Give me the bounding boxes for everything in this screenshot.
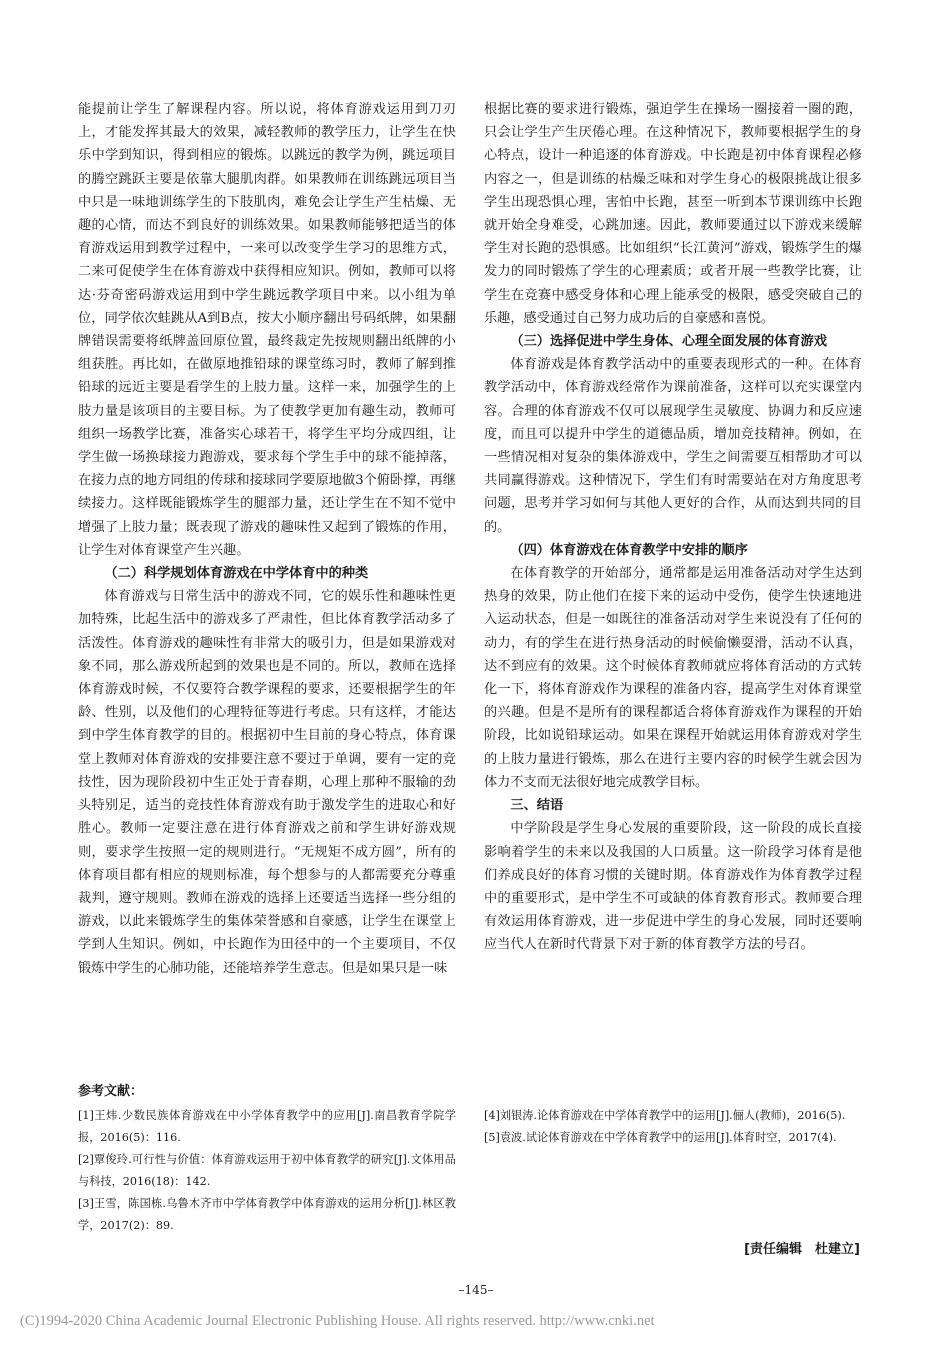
references-right [484, 1105, 862, 1149]
copyright-footer: (C)1994-2020 China Academic Journal Electronic Publishing House. All rights reserved. http://www.cnki.net [20, 1313, 655, 1329]
right-column [484, 98, 862, 957]
body-paragraph: 能提前让学生了解课程内容。所以说，将体育游戏运用到刀刃上，才能发挥其最大的效果，减轻教师的教学压力，让学生在快乐中学到知识，得到相应的锻炼。以跳远的教学为例，跳远项目的腾空跳跃主要是依靠大腿肌肉群。如果教师在训练跳远项目当中只是一味地训练学生的下肢肌肉，难免会让学生产生枯燥、无趣的心情，而达不到良好的训练效果。如果教师能够把适当的体育游戏运用到教学过程中，一来可以改变学生学习的思维方式，二来可促使学生在体育游戏中获得相应知识。例如，教师可以将达·芬奇密码游戏运用到中学生跳远教学项目中来。以小组为单位，同学依次蛙跳从A到B点，按大小顺序翻出号码纸牌，如果翻牌错误需要将纸牌盖回原位置，最终裁定先按规则翻出纸牌的小组获胜。再比如，在做原地推铅球的课堂练习时，教师了解到推铅球的远近主要是看学生的上肢力量。这样一来，加强学生的上肢力量是该项目的主要目标。为了使教学更加有趣生动，教师可组织一场教学比赛，准备实心球若干，将学生平均分成四组，让学生做一场换球接力跑游戏，要求每个学生手中的球不能掉落，在接力点的地方同组的传球和接球同学要原地做3个俯卧撑，再继续接力。这样既能锻炼学生的腿部力量，还让学生在不知不觉中增强了上肢力量；既表现了游戏的趣味性又起到了锻炼的作用，让学生对体育课堂产生兴趣。 [78, 102, 456, 558]
body-paragraph: 在体育教学的开始部分，通常都是运用准备活动对学生达到热身的效果，防止他们在接下来的运动中受伤，使学生快速地进入运动状态，但是一如既往的准备活动对学生来说没有了任何的动力，有的学生在进行热身活动的时候偷懒耍滑，活动不认真，达不到应有的效果。这个时候体育教师就应将体育活动的方式转化一下，将体育游戏作为课程的准备内容，提高学生对体育课堂的兴趣。但是不是所有的课程都适合将体育游戏作为课程的开始阶段，比如说铅球运动。如果在课程开始就运用体育游戏对学生的上肢力量进行锻炼，那么在进行主要内容的时候学生就会因为体力不支而无法很好地完成教学目标。 [484, 566, 862, 790]
references-title: 参考文献： [78, 1084, 144, 1099]
responsible-editor: [责任编辑 杜建立] [744, 1242, 860, 1257]
page-number: –145– [458, 1283, 494, 1297]
conclusion-heading: 三、结语 [510, 798, 564, 814]
body-paragraph: 体育游戏是体育教学活动中的重要表现形式的一种。在体育教学活动中，体育游戏经常作为课前准备，这样可以充实课堂内容。合理的体育游戏不仅可以展现学生灵敏度、协调力和反应速度，而且可以提升中学生的道德品质，增加竞技精神。例如，在一些情况相对复杂的集体游戏中，学生之间需要互相帮助才可以共同赢得游戏。这种情况下，学生们有时需要站在对方角度思考问题，思考并学习如何与其他人更好的合作，从而达到共同的目的。 [484, 357, 862, 535]
reference-item: [2]覃俊玲.可行性与价值：体育游戏运用于初中体育教学的研究[J].文体用品与科技，2016(18)：142. [78, 1153, 456, 1188]
section-heading: （三）选择促进中学生身体、心理全面发展的体育游戏 [510, 334, 827, 350]
reference-item: [5]袁波.试论体育游戏在中学体育教学中的运用[J].体育时空，2017(4). [484, 1131, 837, 1144]
left-column [78, 98, 456, 980]
section-heading: （二）科学规划体育游戏在中学体育中的种类 [104, 566, 369, 582]
body-paragraph: 根据比赛的要求进行锻炼，强迫学生在操场一圈接着一圈的跑，只会让学生产生厌倦心理。在这种情况下，教师要根据学生的身心特点，设计一种追逐的体育游戏。中长跑是初中体育课程必修内容之一，但是训练的枯燥乏味和对学生身心的极限挑战让很多学生出现恐惧心理，害怕中长跑，甚至一听到本节课训练中长跑就开始全身难受，心跳加速。因此，教师要通过以下游戏来缓解学生对长跑的恐惧感。比如组织“长江黄河”游戏，锻炼学生的爆发力的同时锻炼了学生的心理素质；或者开展一些教学比赛，让学生在竞赛中感受身体和心理上能承受的极限，感受突破自己的乐趣，感受通过自己努力成功后的自豪感和喜悦。 [484, 102, 862, 326]
section-heading: （四）体育游戏在体育教学中安排的顺序 [510, 542, 748, 558]
body-paragraph: 体育游戏与日常生活中的游戏不同，它的娱乐性和趣味性更加特殊，比起生活中的游戏多了严肃性，但比体育教学活动多了活泼性。体育游戏的趣味性有非常大的吸引力，但是如果游戏对象不同，那么游戏所起到的效果也是不同的。所以，教师在选择体育游戏时候，不仅要符合教学课程的要求，还要根据学生的年龄、性别，以及他们的心理特征等进行考虑。只有这样，才能达到中学生体育教学的目的。根据初中生目前的身心特点，体育课堂上教师对体育游戏的安排要注意不要过于单调，要有一定的竞技性，因为现阶段初中生正处于青春期，心理上那种不服输的劲头特别足，适当的竞技性体育游戏有助于激发学生的进取心和好胜心。教师一定要注意在进行体育游戏之前和学生讲好游戏规则，要求学生按照一定的规则进行。“无规矩不成方圆”，所有的体育项目都有相应的规则标准，每个想参与的人都需要充分尊重裁判，遵守规则。教师在游戏的选择上还要适当选择一些分组的游戏，以此来锻炼学生的集体荣誉感和自豪感，让学生在课堂上学到人生知识。例如，中长跑作为田径中的一个主要项目，不仅锻炼中学生的心肺功能，还能培养学生意志。但是如果只是一味 [78, 589, 456, 976]
body-paragraph: 中学阶段是学生身心发展的重要阶段，这一阶段的成长直接影响着学生的未来以及我国的人口质量。这一阶段学习体育是他们养成良好的体育习惯的关键时期。体育游戏作为体育教学过程中的重要形式，是中学生不可或缺的体育教育形式。教师要合理有效运用体育游戏，进一步促进中学生的身心发展，同时还要响应当代人在新时代背景下对于新的体育教学方法的号召。 [484, 821, 862, 953]
reference-item: [4]刘银涛.论体育游戏在中学体育教学中的运用[J].俪人(教师)，2016(5). [484, 1109, 846, 1122]
reference-item: [1]王炜.少数民族体育游戏在中小学体育教学中的应用[J].南昌教育学院学报，2016(5)：116. [78, 1109, 456, 1144]
reference-item: [3]王雪，陈国栋.乌鲁木齐市中学体育教学中体育游戏的运用分析[J].林区教学，2017(2)：89. [78, 1197, 456, 1232]
references-left [78, 1105, 456, 1237]
